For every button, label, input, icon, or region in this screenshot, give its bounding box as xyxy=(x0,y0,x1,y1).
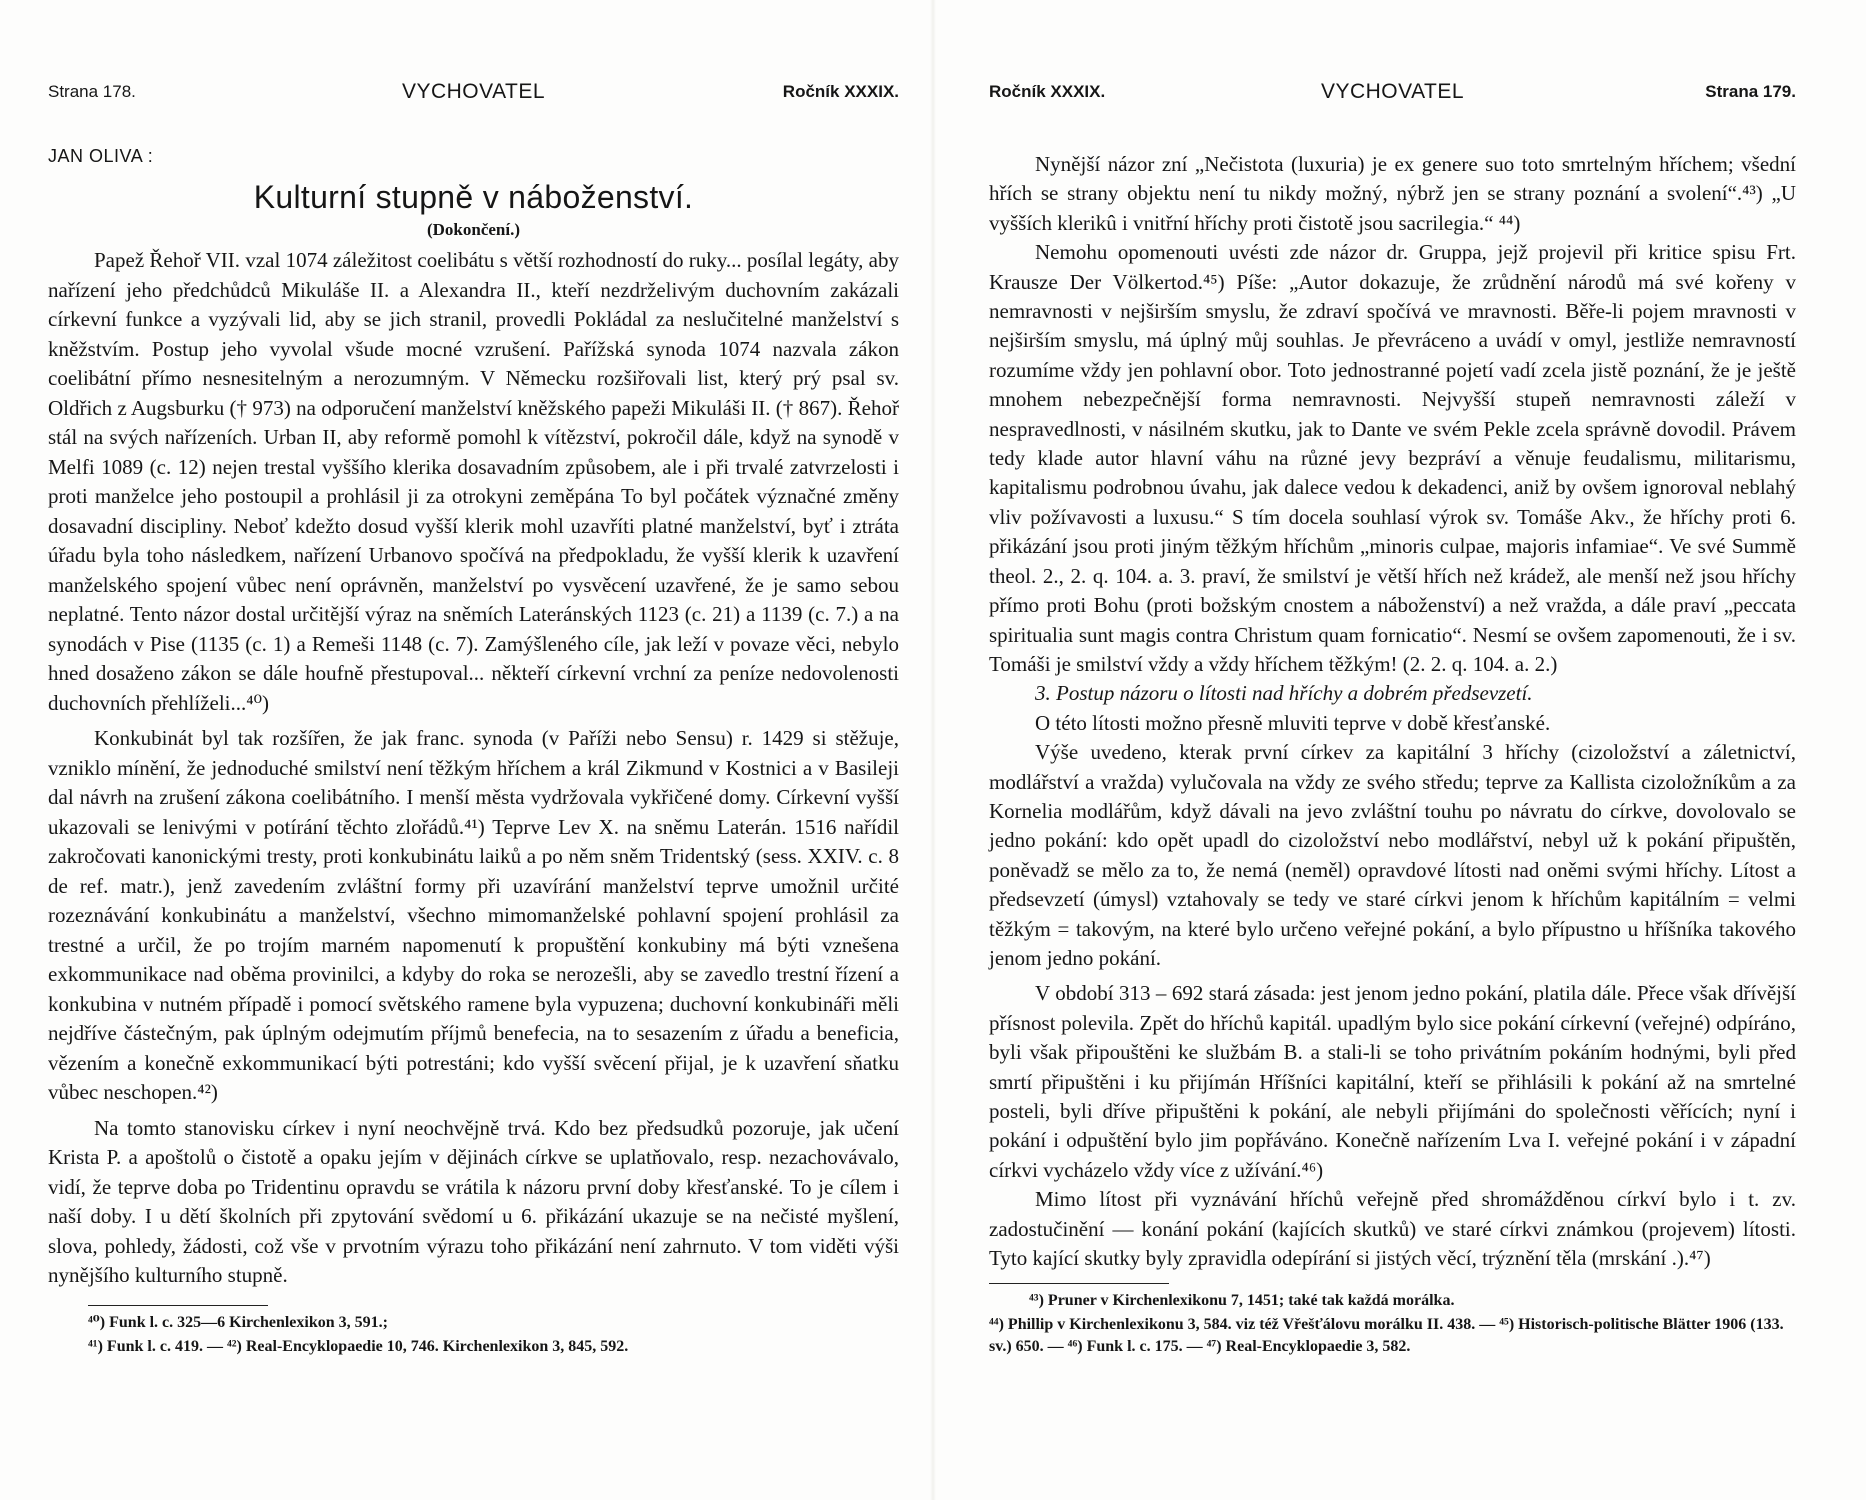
paragraph: Nemohu opomenouti uvésti zde názor dr. Gruppa, jejž projevil při kritice spisu Frt. Krausze Der Völkertod.⁴⁵) Píše: „Autor dokazuje, že zrůdnění národů má své kořeny v nemravnosti v nejširším smyslu, že zdraví spočívá ve mravnosti. Běře-li pojem mravnosti v nejširším smyslu, má úplný můj souhlas. Je převráceno a uvádí v omyl, jestliže nemravností rozumíme vždy jen pohlavní obor. Toto jednostranné pojetí vadí zcela jistě poznání, že je ještě mnohem nebezpečnější forma nemravnosti. Nejvyšší stupeň nemravnosti záleží v nespravedlnosti, v násilném skutku, jak to Dante ve svém Pekle zcela správně dovodil. Právem tedy klade autor hlavní váhu na různé jevy bezpráví a věnuje feudalismu, militarismu, kapitalismu podrobnou úvahu, jak dalece vedou k dekadenci, aniž by ovšem ignoroval neblahý vliv požívavosti a luxusu.“ S tím docela souhlasí výrok sv. Tomáše Akv., že hříchy proti 6. přikázání jsou proti jiným těžkým hříchům „minoris culpae, majoris infamiae“. Ve své Summě theol. 2., 2. q. 104. a. 3. praví, že smilství je větší hřích než krádež, ale menší než jsou hříchy přímo proti Bohu (proti božským cnostem a náboženství) a než vražda, a dále praví „peccata spiritualia sunt magis contra Christum quam fornicatio“. Nesmí se ovšem zapomenouti, že i sv. Tomáši je smilství vždy a vždy hříchem těžkým! (2. 2. q. 104. a. 2.) xyxy=(989,240,1796,676)
footnote: ⁴⁰) Funk l. c. 325—6 Kirchenlexikon 3, 591.; xyxy=(88,1313,388,1331)
paragraph: Papež Řehoř VII. vzal 1074 záležitost coelibátu s větší rozhodností do ruky... posílal legáty, aby nařízení jeho předchůdců Mikuláše II. a Alexandra II., kteří nezdrželivým duchovním zakázali církevní funkce a vyzývali lid, aby se jich stranil, provedli Pokládal za neslučitelné manželství s kněžstvím. Postup jeho vyvolal všude mocné vzrušení. Pařížská synoda 1074 nazvala zákon coelibátní přímo nesnesitelným a nerozumným. V Německu rozšiřovali list, který prý psal sv. Oldřich z Augsburku († 973) na odporučení manželství kněžského papeži Mikuláši II. († 867). Řehoř stál na svých nařízeních. Urban II, aby reformě pomohl k vítězství, pokročil dále, když na synodě v Melfi 1089 (c. 12) nejen trestal vyššího klerika dosavadním způsobem, ale i při trvalé zatvrzelosti i proti manželce jeho postoupil a prohlásil ji za otrokyni zeměpána To byl počátek význačné změny dosavadní discipliny. Neboť kdežto dosud vyšší klerik mohl uzavříti platné manželství, byť i ztráta úřadu byla toho následkem, nařízení Urbanovo spočívá na předpokladu, že vyšší klerik k uzavření manželského spojení vůbec není oprávněn, manželství po vysvěcení uzavřené, že je samo sebou neplatné. Tento názor dostal určitější výraz na sněmích Lateránských 1123 (c. 21) a 1139 (c. 7.) a na synodách v Pise (1135 (c. 1) a Remeši 1148 (c. 7). Zamýšleného cíle, jak leží v povaze věci, nebylo hned dosaženo zákon se dále houfně přestupoval... někteří církevní vrchní za peníze nedovolenosti duchovních přehlíželi...⁴⁰) xyxy=(48,248,899,715)
page-number: Strana 179. xyxy=(1705,82,1796,101)
right-body xyxy=(989,150,1796,1273)
running-head-right xyxy=(989,72,1796,106)
journal-title: VYCHOVATEL xyxy=(401,80,546,103)
paragraph: Konkubinát byl tak rozšířen, že jak franc. synoda (v Paříži nebo Sensu) r. 1429 si stěžuje, vzniklo mínění, že jednoduché smilství není těžkým hříchem a král Zikmund v Kostnici a v Basileji dal návrh na zrušení zákona coelibátního. I menší města vydržovala vykřičené domy. Církevní vyšší ukazovali se lenivými v potírání těchto zlořádů.⁴¹) Teprve Lev X. na sněmu Laterán. 1516 nařídil zakročovati kanonickými tresty, proti konkubinátu laiků a po něm sněm Tridentský (sess. XXIV. c. 8 de ref. matr.), jenž zavedením zvláštní formy při uzavírání manželství teprve umožnil určité rozeznávání konkubinátu a manželství, všechno mimomanželské pohlavní spojení prohlásil za trestné a určil, že po trojím marném napomenutí k propuštění konkubiny má býti vznešena exkommunikace nad oběma provinilci, a kdyby do roka se nerozešli, aby se zavedlo trestní řízení a konkubina v nutném případě i pomocí světského ramene byla vypuzena; duchovní konkubináři měli nejdříve částečným, pak úplným odejmutím příjmů benefecia, na to sesazením z úřadu a beneficia, vězením a konečně exkommunikací býti potrestáni; kdo vyšší svěcení přijal, je k uzavření sňatku vůbec neschopen.⁴²) xyxy=(48,726,899,1104)
footnotes-left xyxy=(48,1312,899,1358)
volume-label: Ročník XXXIX. xyxy=(989,82,1106,101)
left-body xyxy=(48,246,899,1291)
page-number: Strana 178. xyxy=(48,82,136,101)
section-heading: 3. Postup názoru o lítosti nad hříchy a dobrém předsevzetí. xyxy=(1035,681,1533,706)
running-head-left xyxy=(48,72,899,106)
paragraph: Výše uvedeno, kterak první církev za kapitální 3 hříchy (cizoložství a záletnictví, modlářství a vražda) vylučovala na vždy ze svého středu; teprve za Kallista cizoložníkům a za Kornelia modlářům, když dávali na jevo zvláštní touhu po návratu do církve, dovolovalo se jedno pokání: kdo opět upadl do cizoložství nebo modlářství, nebyl už k pokání připuštěn, poněvadž se mělo za to, že nemá (neměl) opravdové lítosti nad oněmi svými hříchy. Lítost a předsevzetí (úmysl) vztahovaly se tedy ve staré církvi jenom k hříchům kapitálním = velmi těžkým = takovým, na které bylo určeno veřejné pokání, a bylo přípustno u hříšníka takového jenom jedno pokání. xyxy=(989,740,1796,970)
article-title: Kulturní stupně v náboženství. xyxy=(253,179,694,215)
paragraph: Mimo lítost při vyznávání hříchů veřejně před shromážděnou církví bylo i t. zv. zadostučinění — konání pokání (kajících skutků) ve staré církvi známkou (projevem) lítosti. Tyto kající skutky byly zpravidla odepírání si jistých věcí, trýznění těla (mrskání .).⁴⁷) xyxy=(989,1187,1796,1271)
footnote: ⁴³) Pruner v Kirchenlexikonu 7, 1451; také tak každá morálka. xyxy=(1029,1292,1455,1310)
journal-title: VYCHOVATEL xyxy=(1320,80,1465,103)
paragraph: V období 313 – 692 stará zásada: jest jenom jedno pokání, platila dále. Přece však dřívější přísnost polevila. Zpět do hříchů kapitál. upadlým bylo sice pokání církevní (veřejné) odpíráno, byli však připouštěni ke službám B. a stali-li se toho privátním pokáním hodnými, byli před smrtí připuštěni i ku přijímán Hříšníci kapitální, kteří se přihlásili k pokání až na smrtelné posteli, byli dříve připuštěni k pokání, ale nebyli přijímáni do společnosti věřících; nyní i pokání i odpuštění bylo jim popřáváno. Konečně nařízením Lva I. veřejné pokání i v západní církvi vycházelo vždy více z užívání.⁴⁶) xyxy=(989,981,1796,1182)
paragraph: Nynější názor zní „Nečistota (luxuria) je ex genere suo toto smrtelným hříchem; všední hřích se strany objektu není tu nikdy možný, nýbrž jen se strany poznání a svolení“.⁴³) „U vyšších klerikû i vnitřní hříchy proti čistotě jsou sacrilegia.“ ⁴⁴) xyxy=(989,152,1796,235)
footnote-divider xyxy=(989,1283,1169,1284)
right-page xyxy=(933,0,1866,1500)
article-author: JAN OLIVA : xyxy=(48,146,154,166)
footnote-divider xyxy=(88,1305,268,1306)
paragraph: O této lítosti možno přesně mluviti teprve v době křesťanské. xyxy=(1035,710,1551,735)
footnote: ⁴¹) Funk l. c. 419. — ⁴²) Real-Encyklopaedie 10, 746. Kirchenlexikon 3, 845, 592. xyxy=(88,1337,629,1355)
paragraph: Na tomto stanovisku církev i nyní neochvějně trvá. Kdo bez předsudků pozoruje, jak učení Krista P. a apoštolů o čistotě a opaku jejím v dějinách církve se uplatňovalo, resp. nezachovávalo, vidí, že teprve doba po Tridentinu opravdu se vrátila k názoru první doby křesťanské. To je cílem i naší doby. I u dětí školních při zpytování svědomí u 6. přikázání ukazuje se na nečisté myšlení, slova, pohledy, žádosti, což vše v prvotním výrazu toho přikázání není zahrnuto. V tom viděti výši nynějšího kulturního stupně. xyxy=(48,1115,899,1287)
footnote: ⁴⁴) Phillip v Kirchenlexikonu 3, 584. viz též Vřešťálovu morálku II. 438. — ⁴⁵) Historisch-politische Blätter 1906 (133. sv.) 650. — ⁴⁶) Funk l. c. 175. — ⁴⁷) Real-Encyklopaedie 3, 582. xyxy=(989,1316,1784,1356)
volume-label: Ročník XXXIX. xyxy=(782,82,899,101)
article-subtitle: (Dokončení.) xyxy=(426,220,521,239)
footnotes-right xyxy=(989,1290,1796,1358)
